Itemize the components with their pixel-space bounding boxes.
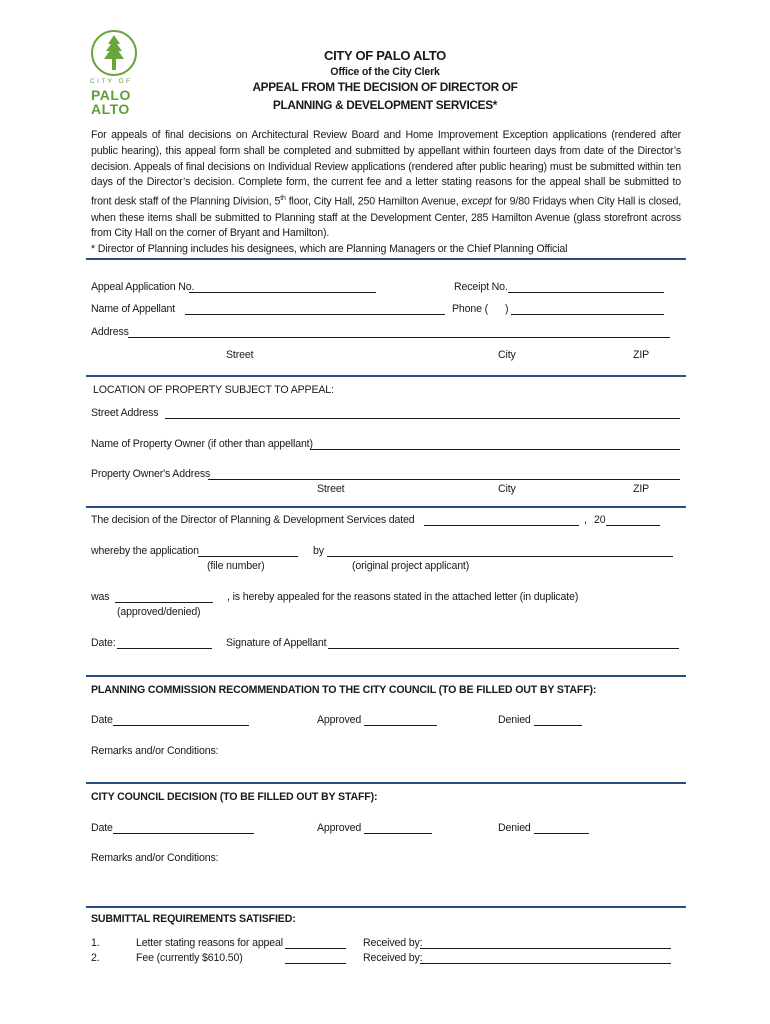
form-title-line1: APPEAL FROM THE DECISION OF DIRECTOR OF xyxy=(252,80,518,94)
divider xyxy=(86,506,686,508)
approved-denied-field[interactable] xyxy=(115,602,213,603)
by-label: by xyxy=(313,545,324,557)
received-by-field[interactable] xyxy=(420,948,671,949)
owner-city-caption: City xyxy=(498,483,516,495)
commission-approved-label: Approved xyxy=(317,714,362,726)
property-heading: LOCATION OF PROPERTY SUBJECT TO APPEAL: xyxy=(93,384,334,396)
council-denied-label: Denied xyxy=(498,822,531,834)
approved-denied-caption: (approved/denied) xyxy=(117,606,201,618)
logo-line1: CITY OF xyxy=(90,78,133,85)
commission-heading: PLANNING COMMISSION RECOMMENDATION TO THE CITY COUNCIL (TO BE FILLED OUT BY STAFF): xyxy=(91,684,597,696)
divider xyxy=(86,258,686,260)
appealed-text: , is hereby appealed for the reasons stated in the attached letter (in duplicate) xyxy=(227,591,579,603)
decision-comma: , xyxy=(584,514,587,526)
submittal-item-label: Fee (currently $610.50) xyxy=(136,952,243,964)
council-denied-field[interactable] xyxy=(534,833,589,834)
commission-approved-field[interactable] xyxy=(364,725,437,726)
council-date-field[interactable] xyxy=(113,833,254,834)
original-applicant-caption: (original project applicant) xyxy=(352,560,470,572)
date-label: Date: xyxy=(91,637,116,649)
appellant-name-label: Name of Appellant xyxy=(91,303,176,315)
address-city-caption: City xyxy=(498,349,516,361)
receipt-label: Receipt No. xyxy=(454,281,508,293)
decision-year-prefix: 20 xyxy=(594,514,606,526)
file-number-caption: (file number) xyxy=(207,560,265,572)
intro-footnote: * Director of Planning includes his designees, which are Planning Managers or the Chief Planning Official xyxy=(91,243,568,256)
intro-paragraph: For appeals of final decisions on Architectural Review Board and Home Improvement Exception applications (rendered after public hearing), this appeal form shall be completed and submitted by appellant within fourteen days from date of the Director’s decision. Appeals of final decisions on Individual Review applications (rendered after public hearing) must be submitted within ten days of the Director’s decision. Complete form, the current fee and a letter stating reasons for the appeal shall be submitted to front desk staff of the Planning Division, 5th floor, City Hall, 250 Hamilton Avenue, except for 9/80 Fridays when City Hall is closed, when these items shall be submitted to Planning staff at the Development Center, 285 Hamilton Avenue (glass storefront across from City Hall on the corner of Bryant and Hamilton). xyxy=(91,129,681,240)
signature-label: Signature of Appellant xyxy=(226,637,327,649)
tree-seal-icon xyxy=(91,30,137,76)
submittal-item-number: 2. xyxy=(91,952,100,964)
property-owner-field[interactable] xyxy=(310,449,680,450)
logo-line2: PALO xyxy=(91,87,131,103)
submittal-heading: SUBMITTAL REQUIREMENTS SATISFIED: xyxy=(91,913,296,925)
council-remarks-label: Remarks and/or Conditions: xyxy=(91,852,219,864)
decision-year-field[interactable] xyxy=(606,525,660,526)
commission-denied-label: Denied xyxy=(498,714,531,726)
received-by-field[interactable] xyxy=(420,963,671,964)
commission-remarks-label: Remarks and/or Conditions: xyxy=(91,745,219,757)
appellant-name-field[interactable] xyxy=(185,314,445,315)
commission-date-field[interactable] xyxy=(113,725,249,726)
city-name: CITY OF PALO ALTO xyxy=(323,48,446,63)
divider xyxy=(86,906,686,908)
city-logo xyxy=(88,30,140,116)
received-by-label: Received by: xyxy=(363,952,423,964)
intro-text xyxy=(91,128,681,258)
decision-dated-label: The decision of the Director of Planning & Development Services dated xyxy=(91,514,415,526)
office-name: Office of the City Clerk xyxy=(330,66,440,78)
street-address-field[interactable] xyxy=(165,418,680,419)
submittal-item-label: Letter stating reasons for appeal xyxy=(136,937,283,949)
address-zip-caption: ZIP xyxy=(633,349,650,361)
form-title-line2: PLANNING & DEVELOPMENT SERVICES* xyxy=(272,98,498,112)
council-approved-label: Approved xyxy=(317,822,362,834)
address-street-caption: Street xyxy=(226,349,254,361)
submittal-item-number: 1. xyxy=(91,937,100,949)
appeal-application-field[interactable] xyxy=(189,292,376,293)
phone-close: ) xyxy=(505,303,509,315)
logo-line3: ALTO xyxy=(91,101,130,117)
original-applicant-field[interactable] xyxy=(327,556,673,557)
commission-denied-field[interactable] xyxy=(534,725,582,726)
council-date-label: Date xyxy=(91,822,113,834)
address-label: Address xyxy=(91,326,129,338)
phone-field[interactable] xyxy=(511,314,664,315)
owner-street-caption: Street xyxy=(317,483,345,495)
property-owner-label: Name of Property Owner (if other than appellant) xyxy=(91,438,313,450)
council-approved-field[interactable] xyxy=(364,833,432,834)
file-number-field[interactable] xyxy=(198,556,298,557)
address-field[interactable] xyxy=(128,337,670,338)
header xyxy=(230,48,540,112)
receipt-field[interactable] xyxy=(508,292,664,293)
divider xyxy=(86,375,686,377)
owner-address-field[interactable] xyxy=(208,479,680,480)
whereby-label: whereby the application xyxy=(91,545,199,557)
submittal-item-check-field[interactable] xyxy=(285,963,346,964)
divider xyxy=(86,675,686,677)
was-label: was xyxy=(91,591,110,603)
owner-zip-caption: ZIP xyxy=(633,483,650,495)
owner-address-label: Property Owner's Address xyxy=(91,468,211,480)
date-field[interactable] xyxy=(117,648,212,649)
received-by-label: Received by: xyxy=(363,937,423,949)
council-heading: CITY COUNCIL DECISION (TO BE FILLED OUT BY STAFF): xyxy=(91,791,378,803)
phone-label: Phone ( xyxy=(452,303,489,315)
appeal-application-label: Appeal Application No. xyxy=(91,281,195,293)
street-address-label: Street Address xyxy=(91,407,159,419)
divider xyxy=(86,782,686,784)
commission-date-label: Date xyxy=(91,714,113,726)
decision-date-field[interactable] xyxy=(424,525,579,526)
submittal-item-check-field[interactable] xyxy=(285,948,346,949)
signature-field[interactable] xyxy=(328,648,679,649)
